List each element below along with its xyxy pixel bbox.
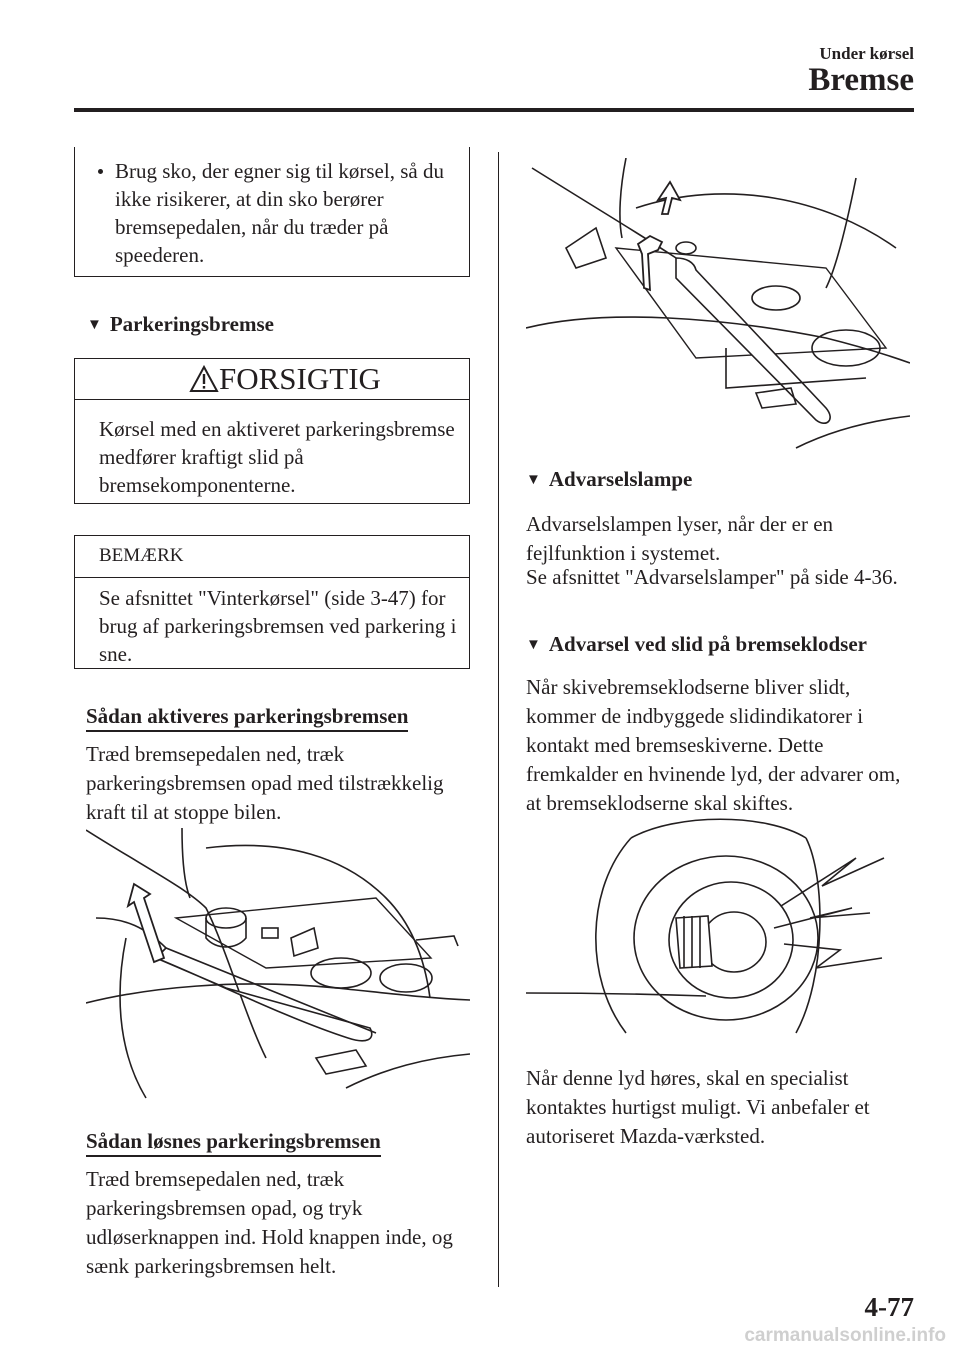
figure-brake-disc bbox=[526, 818, 910, 1050]
page-title: Bremse bbox=[808, 62, 914, 98]
bullet-dot bbox=[98, 169, 103, 174]
paragraph-pad-wear-after: Når denne lyd høres, skal en specialist kontaktes hurtigst muligt. Vi anbefaler et autoriseret Mazda-værksted. bbox=[526, 1066, 870, 1148]
watermark: carmanualsonline.info bbox=[744, 1325, 946, 1346]
figure-handbrake-pull bbox=[86, 828, 470, 1114]
section-title: Advarsel ved slid på bremseklodser bbox=[548, 632, 867, 656]
warning-label: FORSIGTIG bbox=[219, 361, 381, 396]
section-advarselslampe bbox=[526, 465, 692, 494]
subheading-activate: Sådan aktiveres parkeringsbremsen bbox=[86, 702, 408, 732]
triangle-down-icon: ▼ bbox=[526, 637, 541, 653]
paragraph-warning-lamp-1: Advarselslampen lyser, når der er en fejlfunktion i systemet. bbox=[526, 512, 834, 565]
figure-handbrake-release bbox=[526, 158, 910, 454]
triangle-down-icon: ▼ bbox=[87, 317, 102, 333]
note-text: Se afsnittet "Vinterkørsel" (side 3-47) for brug af parkeringsbremsen ved parkering i sne. bbox=[99, 586, 457, 666]
subheading-release: Sådan løsnes parkeringsbremsen bbox=[86, 1127, 381, 1157]
paragraph-activate: Træd bremsepedalen ned, træk parkeringsbremsen opad med tilstrækkelig kraft til at stoppe bilen. bbox=[86, 742, 444, 824]
section-title: Parkeringsbremse bbox=[109, 312, 274, 336]
warning-text: Kørsel med en aktiveret parkeringsbremse medfører kraftigt slid på bremsekomponenterne. bbox=[99, 417, 455, 497]
column-divider bbox=[498, 152, 499, 1287]
paragraph-pad-wear: Når skivebremseklodserne bliver slidt, kommer de indbyggede slidindikatorer i kontakt med bremseskiverne. Dette fremkalder en hvinende lyd, der advarer om, at bremseklodserne skal skiftes. bbox=[526, 675, 901, 815]
paragraph-warning-lamp-2: Se afsnittet "Advarselslamper" på side 4-36. bbox=[526, 565, 898, 589]
bullet-text: Brug sko, der egner sig til kørsel, så du ikke risikerer, at din sko berører bremsepedalen, når du træder på speederen. bbox=[115, 159, 444, 267]
paragraph-release: Træd bremsepedalen ned, træk parkeringsbremsen opad, og tryk udløserknappen ind. Hold knappen inde, og sænk parkeringsbremsen helt. bbox=[86, 1167, 453, 1278]
header-section: Under kørsel bbox=[819, 44, 914, 63]
section-title: Advarselslampe bbox=[548, 467, 693, 491]
warning-box bbox=[74, 358, 470, 504]
section-parkeringsbremse bbox=[87, 310, 274, 339]
warning-header bbox=[75, 359, 469, 400]
bullet-box bbox=[74, 147, 470, 277]
section-pad-wear bbox=[526, 630, 867, 659]
page-number: 4-77 bbox=[864, 1292, 914, 1322]
note-box bbox=[74, 535, 470, 669]
warning-triangle-icon bbox=[189, 365, 219, 393]
note-header bbox=[75, 536, 469, 578]
triangle-down-icon: ▼ bbox=[526, 472, 541, 488]
header-rule bbox=[74, 108, 914, 112]
note-label: BEMÆRK bbox=[99, 545, 184, 566]
